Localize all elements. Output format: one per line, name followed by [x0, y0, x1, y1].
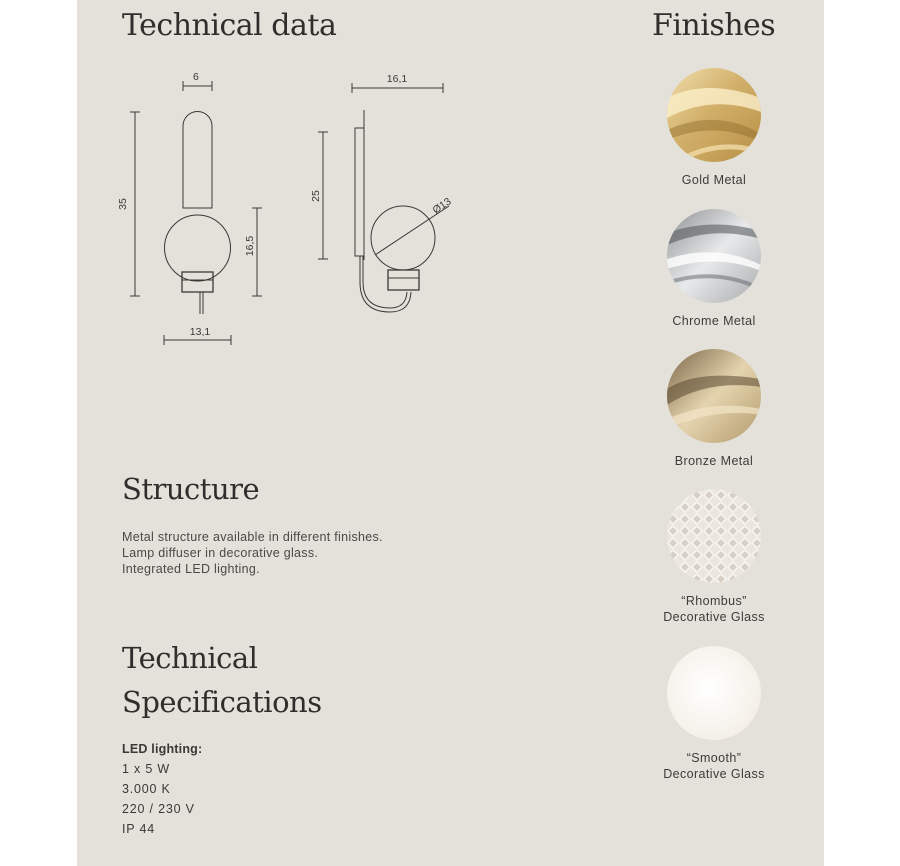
dim-front-base-width: 13,1 [189, 326, 211, 338]
finish-label [644, 172, 784, 188]
finish-bronze-metal[interactable] [644, 349, 784, 469]
finish-name: “Smooth” [686, 751, 742, 765]
structure-line: Lamp diffuser in decorative glass. [122, 546, 319, 560]
spec-ip-rating: IP 44 [122, 822, 155, 836]
spec-power: 1 x 5 W [122, 762, 170, 776]
finish-label [644, 313, 784, 329]
led-lighting-label: LED lighting: [122, 742, 203, 756]
finish-name: Chrome Metal [672, 314, 756, 328]
finish-smooth-glass[interactable] [644, 646, 784, 782]
dim-side-width: 16,1 [386, 73, 408, 85]
finish-rhombus-glass[interactable] [644, 489, 784, 625]
led-specs [122, 742, 202, 839]
finish-name: Bronze Metal [674, 454, 754, 468]
dim-front-sphere-height: 16,5 [244, 235, 256, 257]
bronze-metal-swatch [667, 349, 761, 443]
spec-voltage: 220 / 230 V [122, 802, 195, 816]
spec-color-temperature: 3.000 K [122, 782, 171, 796]
finishes-heading: Finishes [652, 8, 776, 43]
dim-front-top-width: 6 [193, 71, 199, 83]
finish-label [644, 593, 784, 625]
finish-gold-metal[interactable] [644, 68, 784, 188]
technical-specifications-heading [122, 636, 322, 724]
finish-name: Gold Metal [681, 173, 747, 187]
product-sheet [77, 0, 824, 866]
dim-front-height: 35 [117, 198, 129, 210]
finish-material: Decorative Glass [663, 767, 765, 781]
finish-label [644, 750, 784, 782]
finish-chrome-metal[interactable] [644, 209, 784, 329]
structure-line: Metal structure available in different finishes. [122, 530, 383, 544]
finish-material: Decorative Glass [663, 610, 765, 624]
dim-side-sphere-diameter: Ø13 [430, 195, 454, 217]
gold-metal-swatch [667, 68, 761, 162]
smooth-glass-swatch [667, 646, 761, 740]
dim-side-height: 25 [310, 190, 322, 202]
structure-heading: Structure [122, 472, 260, 506]
structure-description [122, 529, 383, 577]
heading-line: Technical [122, 641, 258, 675]
chrome-metal-swatch [667, 209, 761, 303]
finish-name: “Rhombus” [681, 594, 747, 608]
technical-drawing [107, 60, 477, 360]
rhombus-glass-swatch [667, 489, 761, 583]
technical-data-heading: Technical data [122, 8, 337, 43]
finish-label [644, 453, 784, 469]
structure-line: Integrated LED lighting. [122, 562, 260, 576]
heading-line: Specifications [122, 685, 322, 719]
